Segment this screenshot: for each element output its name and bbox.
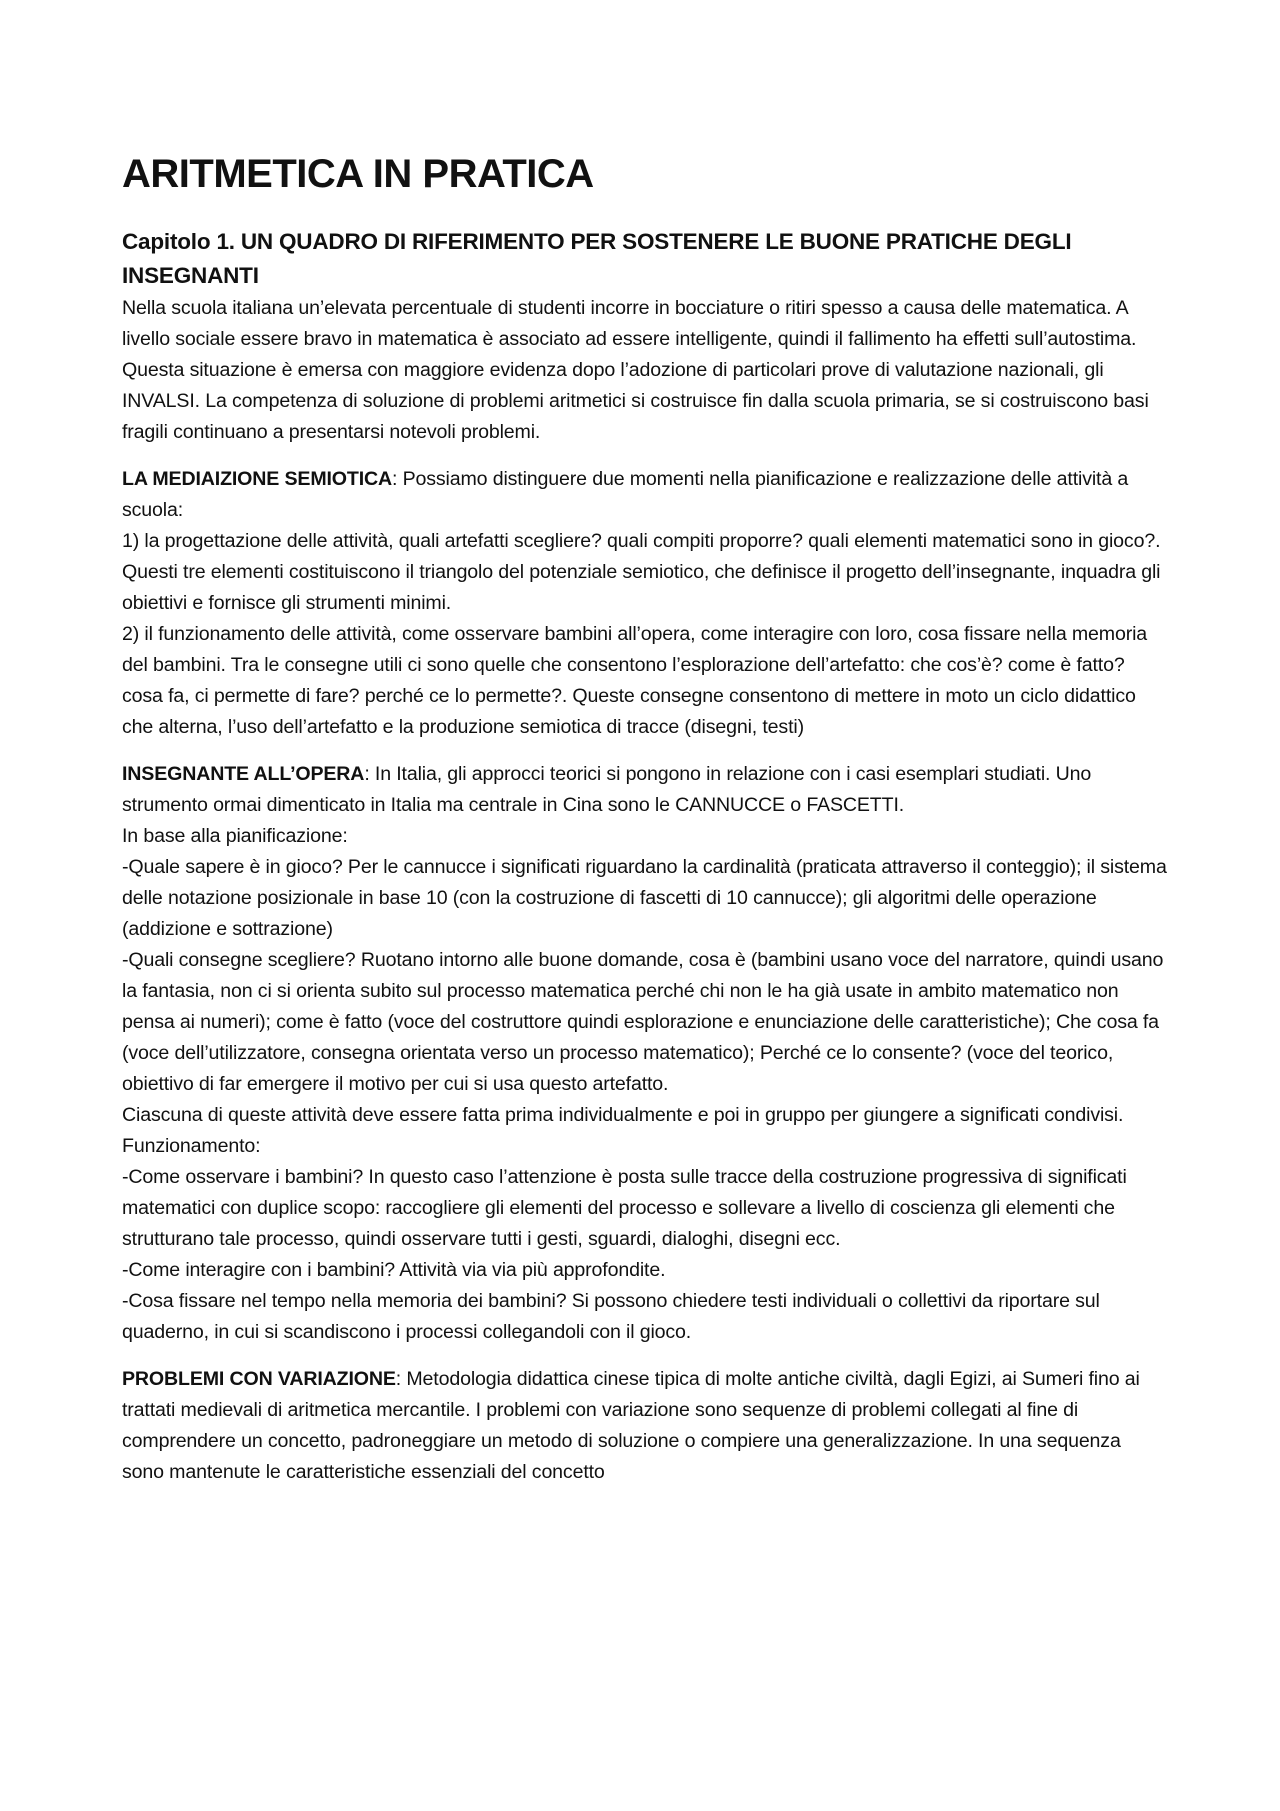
- list-item: -Cosa fissare nel tempo nella memoria dei bambini? Si possono chiedere testi individuali o collettivi da riportare sul quaderno, in cui si scandiscono i processi collegandoli con il gioco.: [122, 1290, 1100, 1343]
- document-page: [122, 150, 1167, 1488]
- list-item: Funzionamento:: [122, 1135, 261, 1157]
- section-mediazione: [122, 464, 1167, 743]
- intro-paragraph: Nella scuola italiana un’elevata percentuale di studenti incorre in bocciature o ritiri spesso a causa delle matematica. A livello sociale essere bravo in matematica è associato ad essere intelligente, quindi il fallimento ha effetti sull’autostima. Questa situazione è emersa con maggiore evidenza dopo l’adozione di particolari prove di valutazione nazionali, gli INVALSI. La competenza di soluzione di problemi aritmetici si costruisce fin dalla scuola primaria, se si costruiscono basi fragili continuano a presentarsi notevoli problemi.: [122, 297, 1149, 443]
- section-heading: LA MEDIAIZIONE SEMIOTICA: [122, 468, 392, 490]
- chapter-heading: Capitolo 1. UN QUADRO DI RIFERIMENTO PER SOSTENERE LE BUONE PRATICHE DEGLI INSEGNANTI: [122, 229, 1072, 288]
- section-text: : Metodologia didattica cinese tipica di molte antiche civiltà, dagli Egizi, ai Sumeri fino ai trattati medievali di aritmetica mercantile. I problemi con variazione sono sequenze di problemi collegati al fine di comprendere un concetto, padroneggiare un metodo di soluzione o compiere una generalizzazione. In una sequenza sono mantenute le caratteristiche essenziali del concetto: [122, 1368, 1140, 1483]
- list-item: -Quali consegne scegliere? Ruotano intorno alle buone domande, cosa è (bambini usano voce del narratore, quindi usano la fantasia, non ci si orienta subito sul processo matematica perché chi non le ha già usate in ambito matematico non pensa ai numeri); come è fatto (voce del costruttore quindi esplorazione e enunciazione delle caratteristiche); Che cosa fa (voce dell’utilizzatore, consegna orientata verso un processo matematico); Perché ce lo consente? (voce del teorico, obiettivo di far emergere il motivo per cui si usa questo artefatto.: [122, 949, 1164, 1095]
- section-text: : Possiamo distinguere due momenti nella pianificazione e realizzazione delle attività a scuola:: [122, 468, 1129, 521]
- section-insegnante: [122, 759, 1167, 1348]
- list-item: -Come osservare i bambini? In questo caso l’attenzione è posta sulle tracce della costruzione progressiva di significati matematici con duplice scopo: raccogliere gli elementi del processo e sollevare a livello di coscienza gli elementi che strutturano tale processo, quindi osservare tutti i gesti, sguardi, dialoghi, disegni ecc.: [122, 1166, 1127, 1250]
- list-item: -Quale sapere è in gioco? Per le cannucce i significati riguardano la cardinalità (praticata attraverso il conteggio); il sistema delle notazione posizionale in base 10 (con la costruzione di fascetti di 10 cannucce); gli algoritmi delle operazione (addizione e sottrazione): [122, 856, 1167, 940]
- section-problemi: [122, 1364, 1167, 1488]
- document-title: ARITMETICA IN PRATICA: [122, 152, 594, 196]
- list-item: In base alla pianificazione:: [122, 825, 348, 847]
- list-item: Ciascuna di queste attività deve essere fatta prima individualmente e poi in gruppo per giungere a significati condivisi.: [122, 1104, 1124, 1126]
- section-text: : In Italia, gli approcci teorici si pongono in relazione con i casi esemplari studiati. Uno strumento ormai dimenticato in Italia ma centrale in Cina sono le CANNUCCE o FASCETTI.: [122, 763, 1092, 816]
- section-heading: PROBLEMI CON VARIAZIONE: [122, 1368, 396, 1390]
- list-item: 1) la progettazione delle attività, quali artefatti scegliere? quali compiti proporre? quali elementi matematici sono in gioco?. Questi tre elementi costituiscono il triangolo del potenziale semiotico, che definisce il progetto dell’insegnante, inquadra gli obiettivi e fornisce gli strumenti minimi.: [122, 530, 1161, 614]
- list-item: -Come interagire con i bambini? Attività via via più approfondite.: [122, 1259, 666, 1281]
- section-heading: INSEGNANTE ALL’OPERA: [122, 763, 365, 785]
- list-item: 2) il funzionamento delle attività, come osservare bambini all’opera, come interagire con loro, cosa fissare nella memoria del bambini. Tra le consegne utili ci sono quelle che consentono l’esplorazione dell’artefatto: che cos’è? come è fatto? cosa fa, ci permette di fare? perché ce lo permette?. Queste consegne consentono di mettere in moto un ciclo didattico che alterna, l’uso dell’artefatto e la produzione semiotica di tracce (disegni, testi): [122, 623, 1148, 738]
